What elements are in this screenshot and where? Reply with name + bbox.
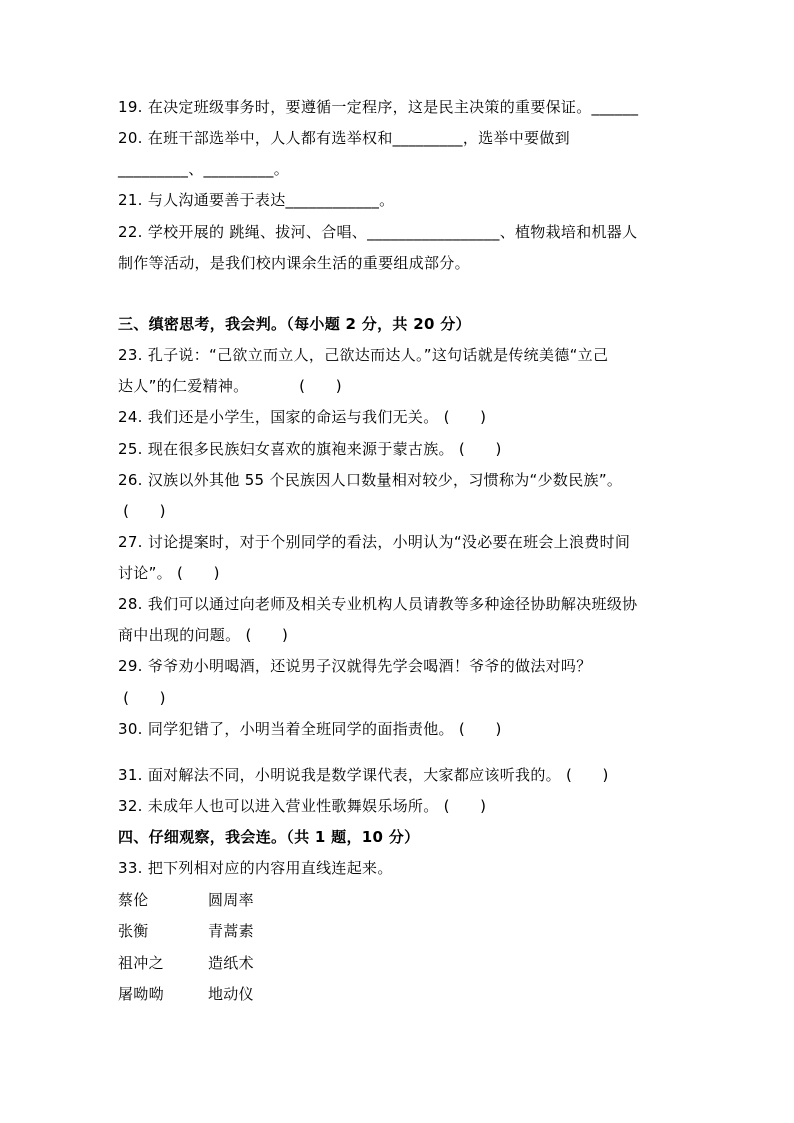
question-26-line-2: ( ) — [118, 502, 166, 520]
matching-achievement: 青蒿素 — [208, 922, 254, 940]
question-29-line-2: ( ) — [118, 689, 166, 707]
question-19: 19. 在决定班级事务时，要遵循一定程序，这是民主决策的重要保证。______ — [118, 98, 639, 116]
question-29-line-1: 29. 爷爷劝小明喝酒，还说男子汉就得先学会喝酒！爷爷的做法对吗？ — [118, 657, 592, 675]
question-22-line-1: 22. 学校开展的 跳绳、拔河、合唱、_________________、植物栽培和机器人 — [118, 223, 638, 241]
question-21: 21. 与人沟通要善于表达____________。 — [118, 191, 395, 209]
question-20-line-2: _________、_________。 — [118, 160, 289, 178]
matching-person: 屠呦呦 — [118, 985, 164, 1003]
question-27-line-2: 讨论”。 ( ) — [118, 564, 220, 582]
matching-person: 祖冲之 — [118, 954, 164, 972]
question-23-line-2: 达人”的仁爱精神。 ( ) — [118, 377, 342, 395]
question-30: 30. 同学犯错了，小明当着全班同学的面指责他。 ( ) — [118, 720, 502, 738]
matching-achievement: 造纸术 — [208, 954, 254, 972]
question-33: 33. 把下列相对应的内容用直线连起来。 — [118, 859, 393, 877]
matching-achievement: 地动仪 — [208, 985, 254, 1003]
question-23-line-1: 23. 孔子说：“己欲立而立人，己欲达而达人。”这句话就是传统美德“立己 — [118, 346, 609, 364]
matching-achievement: 圆周率 — [208, 891, 254, 909]
question-22-line-2: 制作等活动，是我们校内课余生活的重要组成部分。 — [118, 254, 470, 272]
question-28-line-2: 商中出现的问题。 ( ) — [118, 626, 289, 644]
question-27-line-1: 27. 讨论提案时，对于个别同学的看法，小明认为“没必要在班会上浪费时间 — [118, 533, 631, 551]
question-26-line-1: 26. 汉族以外其他 55 个民族因人口数量相对较少，习惯称为“少数民族”。 — [118, 471, 623, 489]
question-32: 32. 未成年人也可以进入营业性歌舞娱乐场所。 ( ) — [118, 797, 487, 815]
question-20-line-1: 20. 在班干部选举中，人人都有选举权和_________，选举中要做到 — [118, 129, 570, 147]
section-3-heading: 三、缜密思考，我会判。（每小题 2 分，共 20 分） — [118, 315, 471, 333]
question-24: 24. 我们还是小学生，国家的命运与我们无关。 ( ) — [118, 408, 487, 426]
matching-person: 张衡 — [118, 922, 149, 940]
question-28-line-1: 28. 我们可以通过向老师及相关专业机构人员请教等多种途径协助解决班级协 — [118, 595, 638, 613]
section-4-heading: 四、仔细观察，我会连。（共 1 题，10 分） — [118, 828, 420, 846]
question-25: 25. 现在很多民族妇女喜欢的旗袍来源于蒙古族。 ( ) — [118, 440, 502, 458]
matching-person: 蔡伦 — [118, 891, 149, 909]
question-31: 31. 面对解法不同，小明说我是数学课代表，大家都应该听我的。 ( ) — [118, 766, 609, 784]
